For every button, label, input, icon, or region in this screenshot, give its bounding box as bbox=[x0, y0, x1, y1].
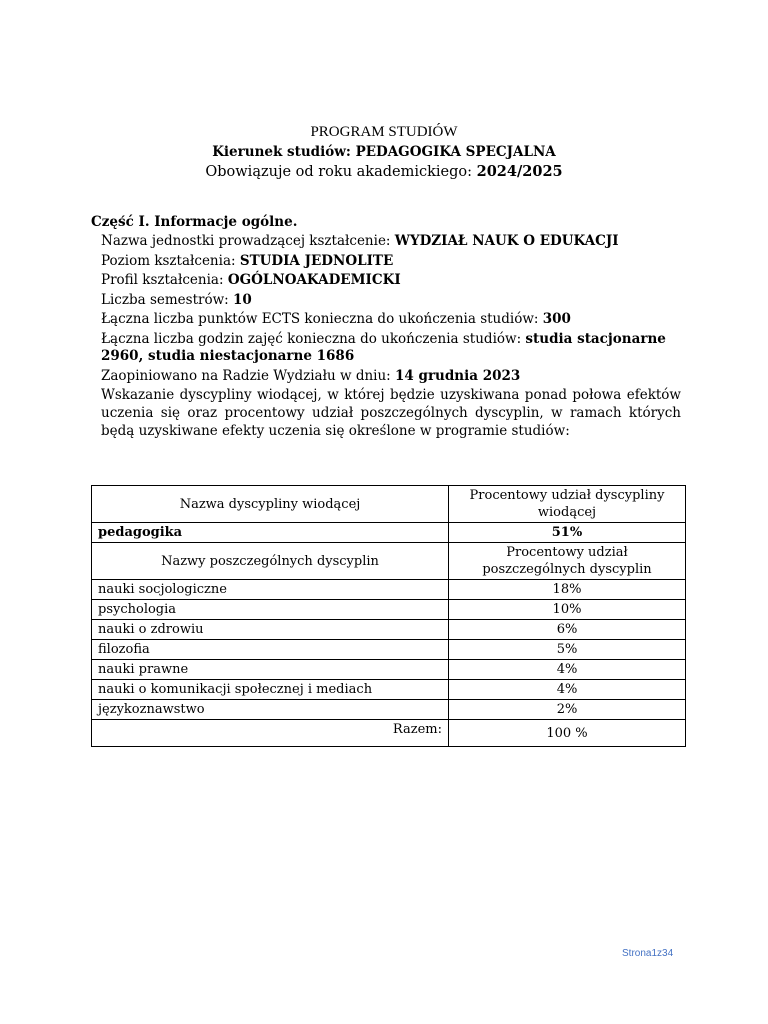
info-list bbox=[101, 232, 681, 440]
academic-year-value: 2024/2025 bbox=[476, 163, 563, 180]
discipline-name: nauki o komunikacji społecznej i mediach bbox=[92, 680, 449, 700]
academic-year bbox=[0, 162, 768, 182]
section-heading: Część I. Informacje ogólne. bbox=[91, 214, 298, 230]
discipline-name: nauki o zdrowiu bbox=[92, 620, 449, 640]
table-row bbox=[92, 620, 686, 640]
discipline-share: 4% bbox=[449, 680, 686, 700]
total-value: 100 % bbox=[449, 720, 686, 747]
info-discipline-text: Wskazanie dyscypliny wiodącej, w której będzie uzyskiwana ponad połowa efektów uczenia się oraz procentowy udział poszczególnych dyscyplin, w ramach których będą uzyskiwane efekty uczenia się określone w programie studiów: bbox=[101, 387, 681, 439]
leading-discipline-share: 51% bbox=[449, 523, 686, 543]
table-row bbox=[92, 660, 686, 680]
info-ects bbox=[101, 310, 681, 330]
info-opinion bbox=[101, 367, 681, 387]
discipline-name: językoznawstwo bbox=[92, 700, 449, 720]
table-total-row bbox=[92, 720, 686, 747]
info-unit-value: WYDZIAŁ NAUK O EDUKACJI bbox=[394, 233, 619, 249]
subheader-name: Nazwy poszczególnych dyscyplin bbox=[92, 543, 449, 580]
discipline-share: 6% bbox=[449, 620, 686, 640]
discipline-name: nauki socjologiczne bbox=[92, 580, 449, 600]
info-semesters-label: Liczba semestrów: bbox=[101, 291, 233, 308]
info-ects-value: 300 bbox=[542, 311, 571, 327]
info-level bbox=[101, 252, 681, 272]
table-subheader-row bbox=[92, 543, 686, 580]
info-ects-label: Łączna liczba punktów ECTS konieczna do ukończenia studiów: bbox=[101, 311, 543, 327]
table-header-row bbox=[92, 486, 686, 523]
info-profile-value: OGÓLNOAKADEMICKI bbox=[227, 272, 401, 288]
discipline-name: nauki prawne bbox=[92, 660, 449, 680]
table-row bbox=[92, 680, 686, 700]
field-of-study bbox=[0, 142, 768, 162]
table-row bbox=[92, 640, 686, 660]
info-hours-value: studia stacjonarne 2960, studia niestacjonarne 1686 bbox=[101, 330, 666, 364]
table-row bbox=[92, 580, 686, 600]
leading-discipline-row bbox=[92, 523, 686, 543]
info-opinion-value: 14 grudnia 2023 bbox=[395, 367, 521, 384]
title-block bbox=[0, 122, 768, 182]
info-semesters bbox=[101, 291, 681, 311]
discipline-share: 4% bbox=[449, 660, 686, 680]
discipline-share: 10% bbox=[449, 600, 686, 620]
general-info-section bbox=[91, 212, 681, 440]
field-of-study-label: Kierunek studiów: bbox=[212, 144, 356, 160]
subheader-share: Procentowy udział poszczególnych dyscyplin bbox=[449, 543, 686, 580]
info-level-label: Poziom kształcenia: bbox=[101, 252, 240, 269]
info-semesters-value: 10 bbox=[232, 291, 252, 308]
discipline-share: 2% bbox=[449, 700, 686, 720]
info-opinion-label: Zaopiniowano na Radzie Wydziału w dniu: bbox=[101, 367, 396, 384]
document-title: PROGRAM STUDIÓW bbox=[310, 124, 458, 140]
info-profile bbox=[101, 271, 681, 291]
info-hours-label: Łączna liczba godzin zajęć konieczna do ukończenia studiów: bbox=[101, 330, 526, 347]
table-row bbox=[92, 700, 686, 720]
info-unit bbox=[101, 232, 681, 252]
table-row bbox=[92, 600, 686, 620]
discipline-share: 5% bbox=[449, 640, 686, 660]
header-leading-name: Nazwa dyscypliny wiodącej bbox=[92, 486, 449, 523]
info-level-value: STUDIA JEDNOLITE bbox=[239, 252, 394, 269]
disciplines-table bbox=[91, 485, 686, 747]
total-label: Razem: bbox=[92, 720, 449, 747]
discipline-name: psychologia bbox=[92, 600, 449, 620]
discipline-share: 18% bbox=[449, 580, 686, 600]
info-profile-label: Profil kształcenia: bbox=[101, 272, 228, 288]
leading-discipline-name: pedagogika bbox=[92, 523, 449, 543]
header-leading-share: Procentowy udział dyscypliny wiodącej bbox=[449, 486, 686, 523]
field-of-study-value: PEDAGOGIKA SPECJALNA bbox=[355, 144, 556, 160]
page-number: Strona1z34 bbox=[622, 948, 674, 959]
discipline-name: filozofia bbox=[92, 640, 449, 660]
info-unit-label: Nazwa jednostki prowadzącej kształcenie: bbox=[101, 233, 395, 249]
info-hours bbox=[101, 331, 681, 365]
academic-year-label: Obowiązuje od roku akademickiego: bbox=[205, 164, 477, 180]
